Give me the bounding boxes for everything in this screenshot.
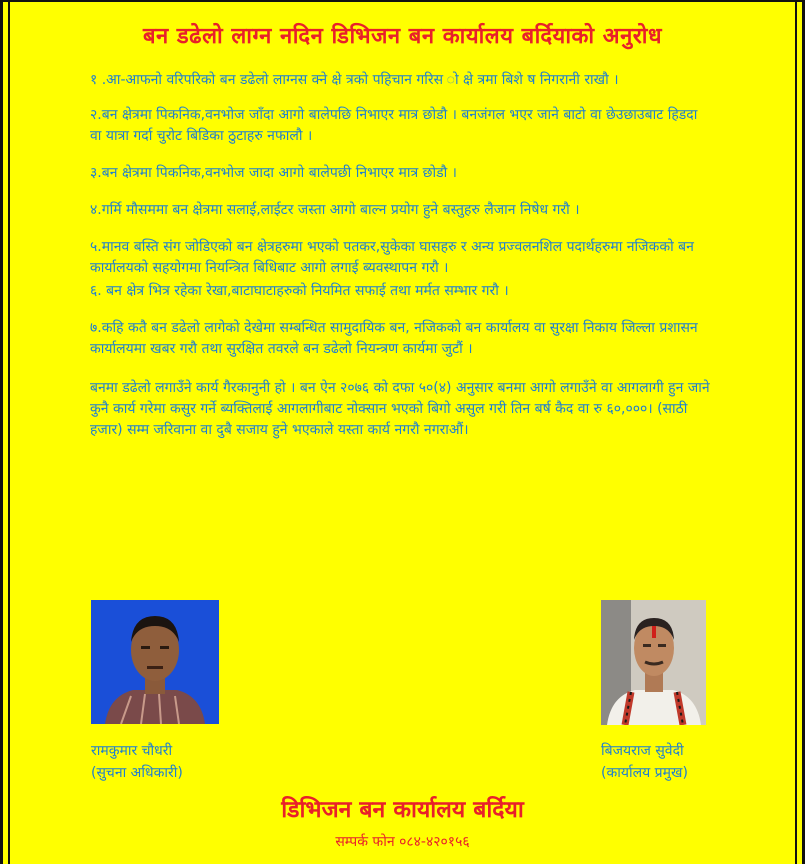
- person-name: रामकुमार चौधरी: [91, 743, 173, 759]
- office-name: डिभिजन बन कार्यालय बर्दिया: [281, 797, 524, 823]
- person-photo-icon: [601, 600, 706, 725]
- right-border: [790, 2, 805, 864]
- contact-phone: सम्पर्क फोन ०८४-४२०१५६: [335, 834, 470, 850]
- caption-information-officer: [91, 740, 183, 784]
- legal-warning: बनमा डढेलो लगाउँने कार्य गैरकानुनी हो । बन ऐन २०७६ को दफा ५०(४) अनुसार बनमा आगो लगाउँने वा आगलागी हुन जाने कुनै कार्य गरेमा कसुर गर्ने ब्यक्तिलाई आगलागीबाट नोक्सान भएको बिगो असुल गरी तिन बर्ष कैद वा रु ६०,०००। (साठी हजार) सम्म जरिवाना वा दुबै सजाय हुने भएकाले यस्ता कार्य नगरौ नगराऔं।: [90, 380, 710, 438]
- paragraph-4: ४.गर्मि मौसममा बन क्षेत्रमा सलाई,लाईटर जस्ता आगो बाल्न प्रयोग हुने बस्तुहरु लैजान निषेध गरौ ।: [90, 202, 580, 218]
- paragraph-3: ३.बन क्षेत्रमा पिकनिक,वनभोज जादा आगो बालेपछी निभाएर मात्र छोडौ ।: [90, 165, 457, 181]
- person-role: (कार्यालय प्रमुख): [601, 765, 688, 781]
- paragraph-2: २.बन क्षेत्रमा पिकनिक,वनभोज जाँदा आगो बालेपछि निभाएर मात्र छोडौ । बनजंगल भएर जाने बाटो वा छेउछाउबाट हिडदा वा यात्रा गर्दा चुरोट बिडिका ठुटाहरु नफालौ ।: [90, 107, 698, 144]
- caption-office-chief: [601, 740, 688, 784]
- portrait-information-officer: [91, 600, 219, 724]
- person-role: (सुचना अधिकारी): [91, 765, 183, 781]
- person-photo-icon: [91, 600, 219, 724]
- portrait-office-chief: [601, 600, 706, 725]
- paragraph-1: १ .आ-आफनो वरिपरिको बन डढेलो लाग्नस क्ने क्षे त्रको पहिचान गरिस ो क्षे त्रमा बिशे ष निगरानी राखौ ।: [90, 72, 619, 88]
- paragraph-5: ५.मानव बस्ति संग जोडिएको बन क्षेत्रहरुमा भएको पतकर,सुकेका घासहरु र अन्य प्रज्वलनशिल पदार्थहरुमा नजिकको बन कार्यालयको सहयोगमा नियन्त्रित बिधिबाट आगो लगाई ब्यवस्थापन गरौ ।: [90, 239, 694, 276]
- paragraph-6: ६. बन क्षेत्र भित्र रहेका रेखा,बाटाघाटाहरुको नियमित सफाई तथा मर्मत सम्भार गरौ ।: [90, 283, 509, 299]
- notice-body: [90, 70, 712, 441]
- left-border: [0, 2, 15, 864]
- notice-title: बन डढेलो लाग्न नदिन डिभिजन बन कार्यालय बर्दियाको अनुरोध: [142, 24, 663, 49]
- paragraph-7: ७.कहि कतै बन डढेलो लागेको देखेमा सम्बन्धित सामुदायिक बन, नजिकको बन कार्यालय वा सुरक्षा निकाय जिल्ला प्रशासन कार्यालयमा खबर गरौ तथा सुरक्षित तवरले बन डढेलो नियन्त्रण कार्यमा जुटौं ।: [90, 320, 698, 357]
- person-name: बिजयराज सुवेदी: [601, 743, 684, 759]
